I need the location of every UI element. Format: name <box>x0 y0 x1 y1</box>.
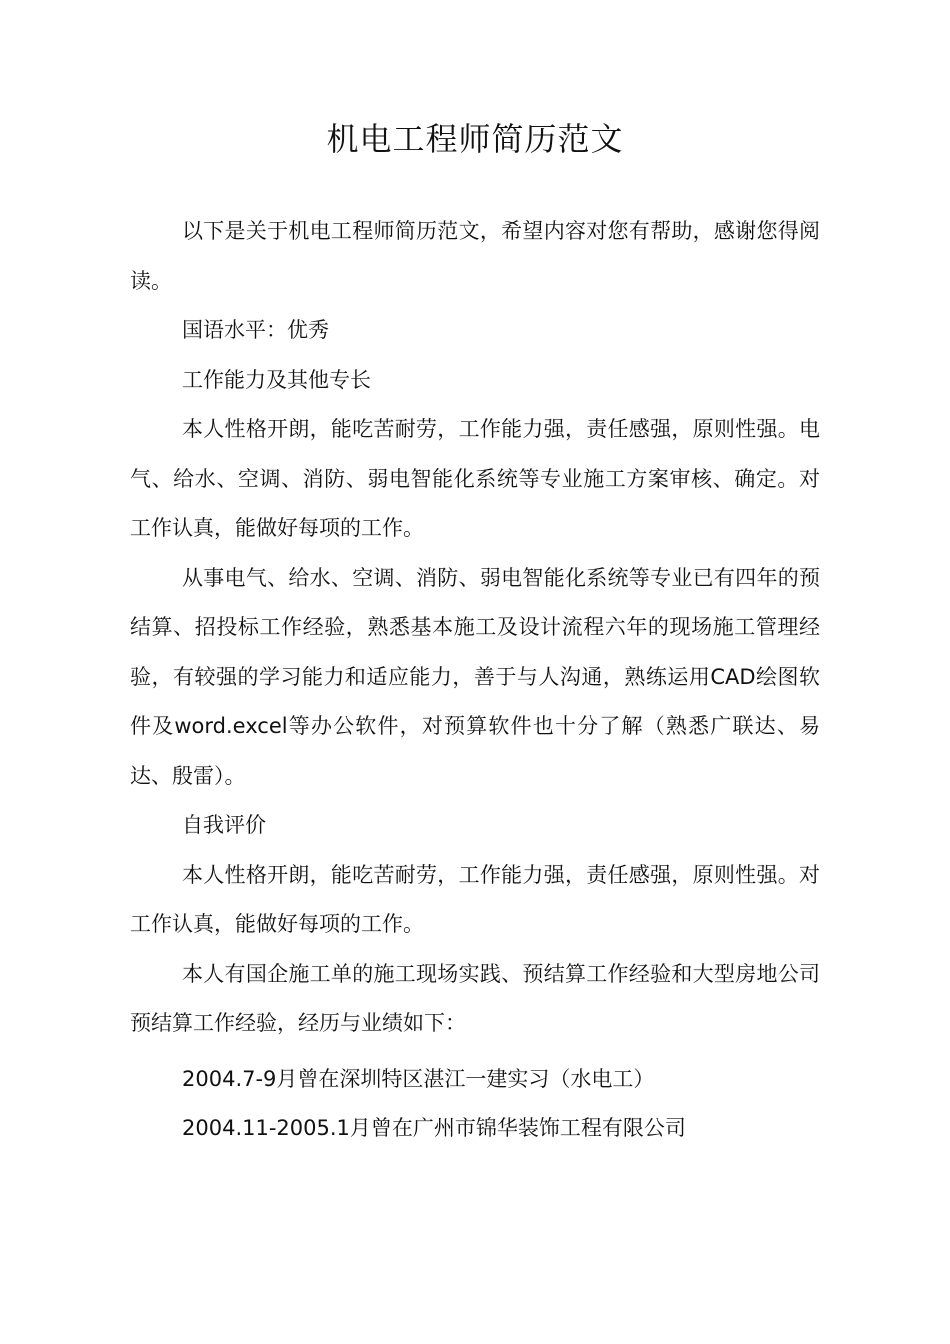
abilities-paragraph: 本人性格开朗，能吃苦耐劳，工作能力强，责任感强，原则性强。电气、给水、空调、消防、弱电智能化系统等专业施工方案审核、确定。对工作认真，能做好每项的工作。 <box>130 417 820 540</box>
language-level: 国语水平：优秀 <box>182 318 329 342</box>
document-title: 机电工程师简历范文 <box>326 120 624 158</box>
self-evaluation-paragraph: 本人性格开朗，能吃苦耐劳，工作能力强，责任感强，原则性强。对工作认真，能做好每项的工作。 <box>130 862 820 936</box>
intro-paragraph: 以下是关于机电工程师简历范文，希望内容对您有帮助，感谢您得阅读。 <box>130 219 820 293</box>
career-summary-paragraph: 本人有国企施工单的施工现场实践、预结算工作经验和大型房地公司预结算工作经验，经历与业绩如下： <box>130 961 820 1035</box>
document-body <box>130 207 820 1154</box>
section-heading-self-evaluation: 自我评价 <box>182 813 266 837</box>
experience-paragraph: 从事电气、给水、空调、消防、弱电智能化系统等专业已有四年的预结算、招投标工作经验，熟悉基本施工及设计流程六年的现场施工管理经验，有较强的学习能力和适应能力，善于与人沟通，熟练运用CAD绘图软件及word.excel等办公软件，对预算软件也十分了解（熟悉广联达、易达、殷雷）。 <box>130 565 820 788</box>
work-history-item: 2004.11-2005.1月曾在广州市锦华装饰工程有限公司 <box>182 1116 686 1140</box>
work-history-item: 2004.7-9月曾在深圳特区湛江一建实习（水电工） <box>182 1066 655 1091</box>
section-heading-abilities: 工作能力及其他专长 <box>182 367 371 392</box>
